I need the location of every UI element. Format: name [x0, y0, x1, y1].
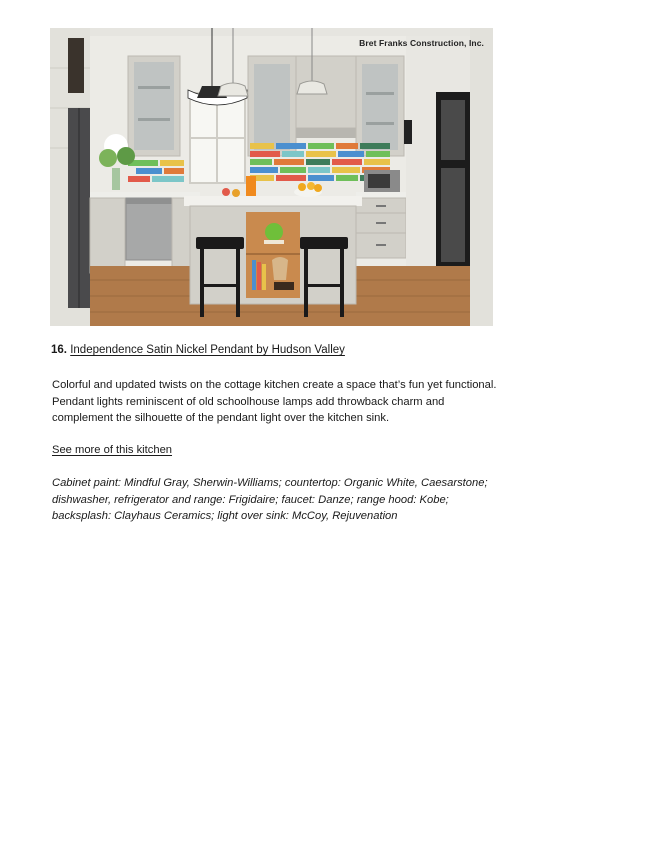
- see-more-link[interactable]: See more of this kitchen: [52, 444, 173, 456]
- product-credits: Cabinet paint: Mindful Gray, Sherwin-Williams; countertop: Organic White, Caesarstone; dishwasher, refrigerator and range: Frigidaire; faucet: Danze; range hood: Kobe; backsplash: Clayhaus Ceramics; light over sink: McCoy, Rejuvenation: [52, 477, 488, 523]
- kitchen-illustration: [50, 28, 493, 326]
- photo-credit: Bret Franks Construction, Inc.: [359, 38, 484, 48]
- item-heading: [51, 343, 345, 357]
- kitchen-photo: [50, 28, 493, 326]
- product-link[interactable]: Independence Satin Nickel Pendant by Hudson Valley: [70, 344, 345, 356]
- item-number: 16.: [51, 344, 67, 356]
- item-description: Colorful and updated twists on the cottage kitchen create a space that’s fun yet functional. Pendant lights reminiscent of old schoolhouse lamps add throwback charm and complement the silhouette of the pendant light over the kitchen sink.: [52, 379, 497, 425]
